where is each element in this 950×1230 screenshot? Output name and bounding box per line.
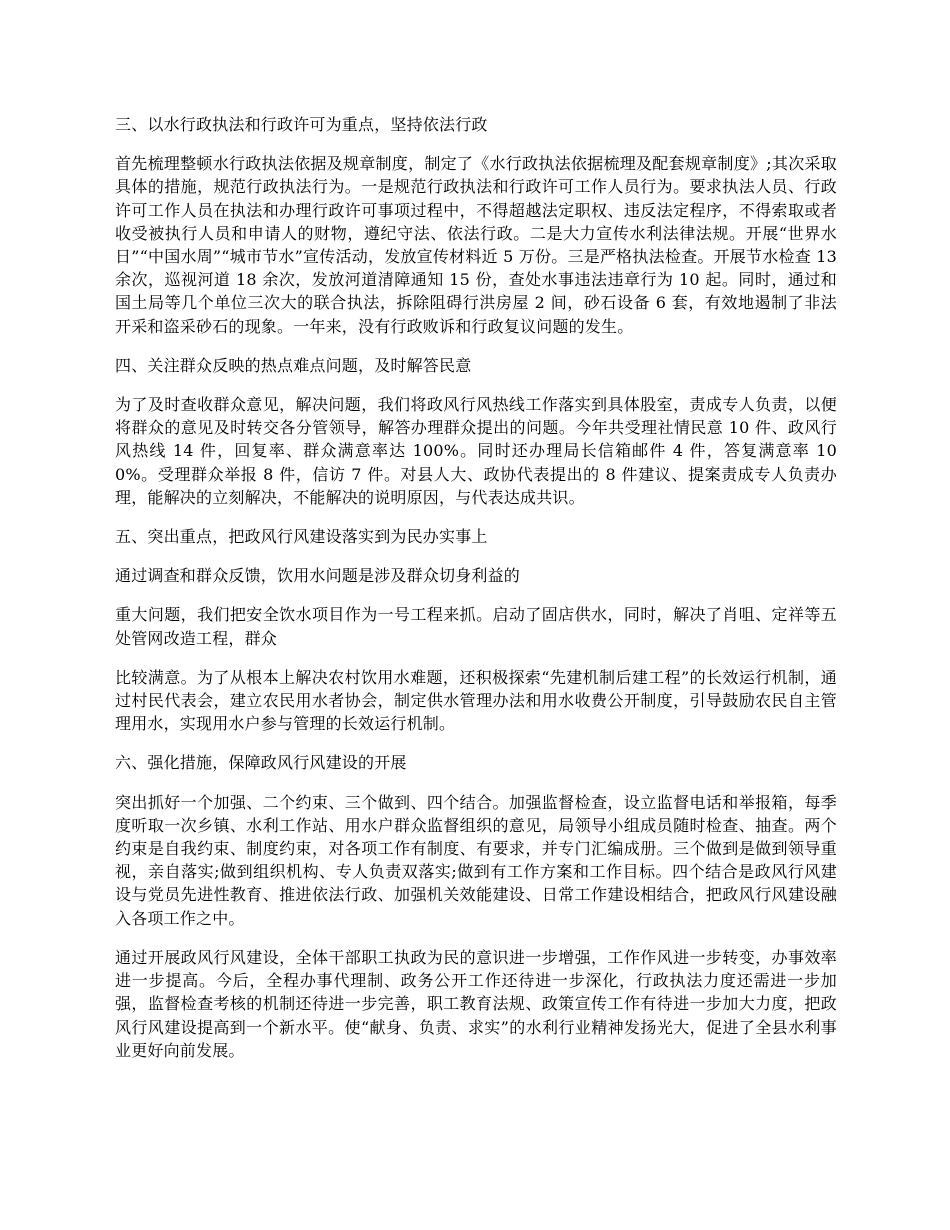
paragraph-drinking-water-mechanism: 比较满意。为了从根本上解决农村饮用水难题，还积极探索“先建机制后建工程”的长效运行机制，通过村民代表会，建立农民用水者协会，制定供水管理办法和用水收费公开制度，引导鼓励农民自主管理用水，实现用水户参与管理的长效运行机制。 bbox=[115, 667, 837, 734]
section-heading-6: 六、强化措施，保障政风行风建设的开展 bbox=[115, 753, 407, 773]
paragraph-drinking-water-project: 重大问题，我们把安全饮水项目作为一号工程来抓。启动了固店供水，同时，解决了肖咀、定祥等五处管网改造工程，群众 bbox=[115, 605, 837, 648]
paragraph-drinking-water-intro: 通过调查和群众反馈，饮用水问题是涉及群众切身利益的 bbox=[115, 566, 521, 586]
section-heading-4: 四、关注群众反映的热点难点问题，及时解答民意 bbox=[115, 355, 472, 375]
section-heading-3: 三、以水行政执法和行政许可为重点，坚持依法行政 bbox=[115, 115, 488, 134]
paragraph-measures: 突出抓好一个加强、二个约束、三个做到、四个结合。加强监督检查，设立监督电话和举报箱，每季度听取一次乡镇、水利工作站、用水户群众监督组织的意见，局领导小组成员随时检查、抽查。两个约束是自我约束、制度约束，对各项工作有制度、有要求，并专门汇编成册。三个做到是做到领导重视，亲自落实;做到组织机构、专人负责双落实;做到有工作方案和工作目标。四个结合是政风行风建设与党员先进性教育、推进依法行政、加强机关效能建设、日常工作建设相结合，把政风行风建设融入各项工作之中。 bbox=[115, 792, 837, 928]
paragraph-public-opinion: 为了及时查收群众意见，解决问题，我们将政风行风热线工作落实到具体股室，责成专人负责，以便将群众的意见及时转交各分管领导，解答办理群众提出的问题。今年共受理社情民意 10 件、政风行风热线 14 件，回复率、群众满意率达 100%。同时还办理局长信箱邮件 4 件，答复满意率 100%。受理群众举报 8 件，信访 7 件。对县人大、政协代表提出的 8 件建议、提案责成专人负责办理，能解决的立刻解决，不能解决的说明原因，与代表达成共识。 bbox=[115, 395, 837, 507]
paragraph-conclusion: 通过开展政风行风建设，全体干部职工执政为民的意识进一步增强，工作作风进一步转变，办事效率进一步提高。今后，全程办事代理制、政务公开工作还待进一步深化，行政执法力度还需进一步加强，监督检查考核的机制还待进一步完善，职工教育法规、政策宣传工作有待进一步加大力度，把政风行风建设提高到一个新水平。使“献身、负责、求实”的水利行业精神发扬光大，促进了全县水利事业更好向前发展。 bbox=[115, 947, 837, 1060]
document-body bbox=[115, 113, 837, 1078]
paragraph-law-enforcement: 首先梳理整顿水行政执法依据及规章制度，制定了《水行政执法依据梳理及配套规章制度》;其次采取具体的措施，规范行政执法行为。一是规范行政执法和行政许可工作人员行为。要求执法人员、行政许可工作人员在执法和办理行政许可事项过程中，不得超越法定职权、违反法定程序，不得索取或者收受被执行人员和申请人的财物，遵纪守法、依法行政。二是大力宣传水利法律法规。开展“世界水日”“中国水周”“城市节水”宣传活动，发放宣传材料近 5 万份。三是严格执法检查。开展节水检查 13 余次，巡视河道 18 余次，发放河道清障通知 15 份，查处水事违法违章行为 10 起。同时，通过和国土局等几个单位三次大的联合执法，拆除阻碍行洪房屋 2 间，砂石设备 6 套，有效地遏制了非法开采和盗采砂石的现象。一年来，没有行政败诉和行政复议问题的发生。 bbox=[115, 154, 837, 336]
section-heading-5: 五、突出重点，把政风行风建设落实到为民办实事上 bbox=[115, 527, 488, 547]
